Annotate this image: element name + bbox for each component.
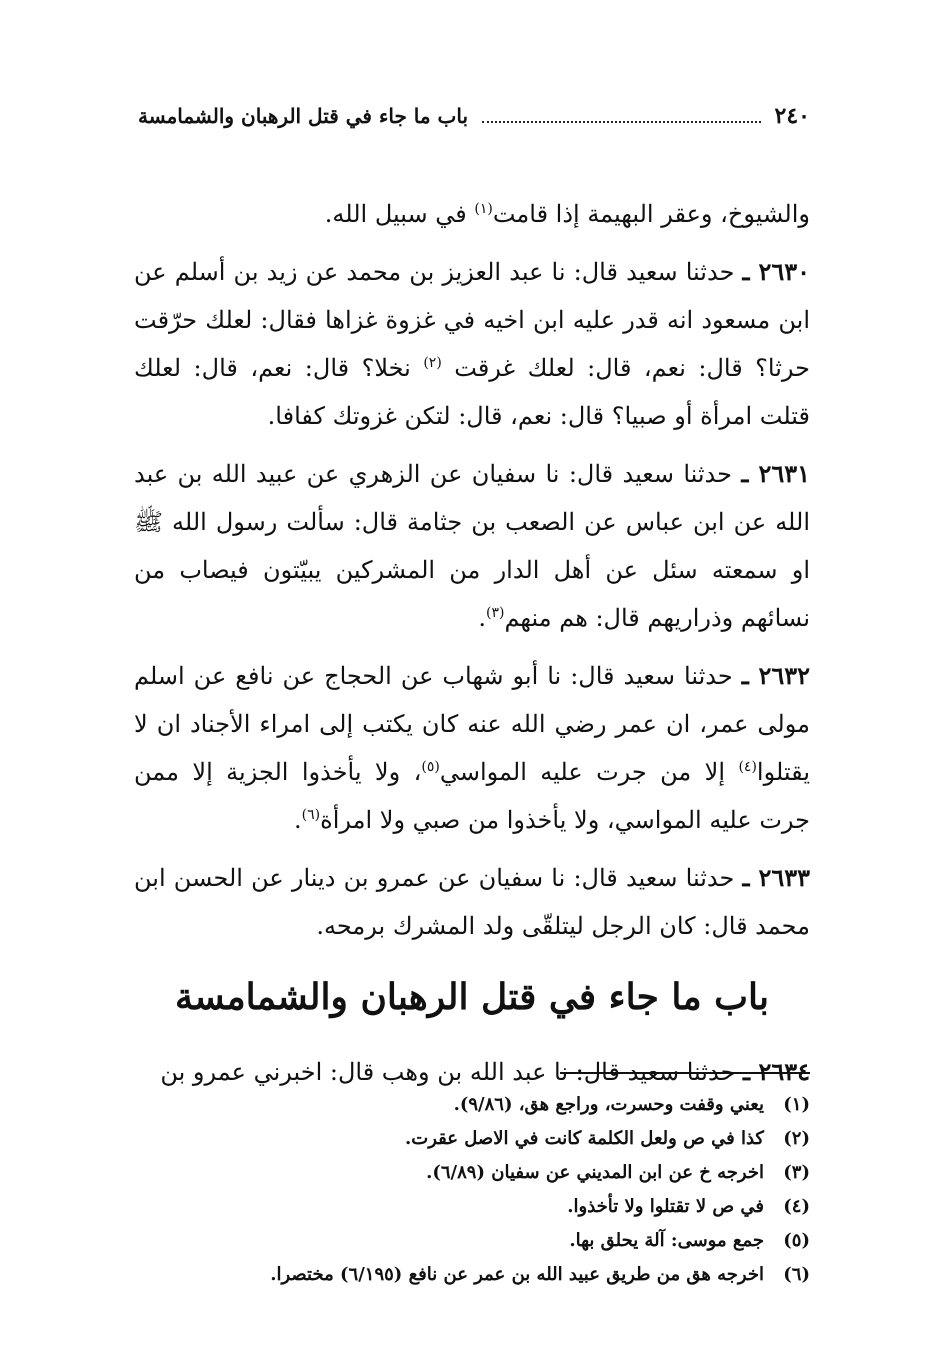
footnote-ref: (١) <box>474 201 493 217</box>
hadith-number: ٢٦٣٤ ـ <box>743 1057 810 1086</box>
footnote-ref: (٥) <box>421 759 440 775</box>
footnote <box>180 1190 810 1224</box>
hadith-number: ٢٦٣٢ ـ <box>741 661 810 690</box>
running-header-title: باب ما جاء في قتل الرهبان والشمامسة <box>138 104 469 128</box>
footnote <box>180 1156 810 1190</box>
footnote-number: (٦) <box>783 1264 810 1285</box>
paragraph-text: حدثنا سعيد قال: نا سفيان عن الزهري عن عبيد الله بن عبد الله عن ابن عباس عن الصعب بن جثامة قال: سألت رسول الله ﷺ او سمعته سئل عن أهل الدار من المشركين يبيّتون فيصاب من نسائهم وذراريهم قال: هم منهم <box>134 460 810 632</box>
running-header <box>138 98 810 134</box>
paragraph-text: إلا من جرت عليه المواسي <box>439 758 739 786</box>
chapter-heading: باب ما جاء في قتل الرهبان والشمامسة <box>174 976 770 1018</box>
paragraph-continuation <box>134 190 810 238</box>
footnote-number: (٥) <box>783 1230 810 1251</box>
footnote-number: (٣) <box>783 1162 810 1183</box>
paragraph-text: نخلا؟ قال: نعم، قال: لعلك قتلت امرأة أو صبيا؟ قال: نعم، قال: لتكن غزوتك كفافا. <box>134 354 810 430</box>
footnote-number: (٢) <box>783 1128 810 1149</box>
footnote-text: اخرجه خ عن ابن المديني عن سفيان (٦/٨٩). <box>426 1162 764 1183</box>
hadith-number: ٢٦٣٣ ـ <box>742 863 810 892</box>
main-text <box>134 190 810 1096</box>
footnote-text: كذا في ص ولعل الكلمة كانت في الاصل عقرت. <box>405 1128 764 1149</box>
paragraph-text: . <box>478 604 486 632</box>
paragraph-text: والشيوخ، وعقر البهيمة إذا قامت <box>492 200 810 228</box>
footnotes <box>180 1088 810 1292</box>
hadith-number: ٢٦٣٠ ـ <box>742 257 810 286</box>
footnote-ref: (٣) <box>485 605 505 621</box>
footnote <box>180 1088 810 1122</box>
hadith-2631 <box>134 450 810 642</box>
footnote <box>180 1122 810 1156</box>
hadith-2630 <box>134 248 810 440</box>
paragraph-text: ، ولا يأخذوا الجزية إلا ممن جرت عليه المواسي، ولا يأخذوا من صبي ولا امرأة <box>134 758 810 834</box>
paragraph-text: حدثنا سعيد قال: نا سفيان عن عمرو بن دينار عن الحسن ابن محمد قال: كان الرجل ليتلقّى ولد المشرك برمحه. <box>134 864 810 940</box>
header-dotted-leader <box>482 121 761 123</box>
paragraph-text: حدثنا سعيد قال: نا أبو شهاب عن الحجاج عن نافع عن اسلم مولى عمر، ان عمر رضي الله عنه كان يكتب إلى امراء الأجناد ان لا يقتلوا <box>134 662 810 786</box>
footnote-ref: (٦) <box>301 807 321 823</box>
hadith-2632 <box>134 652 810 844</box>
page-number: ٢٤٠ <box>774 103 810 129</box>
footnote-ref: (٤) <box>738 759 757 775</box>
footnote <box>180 1224 810 1258</box>
footnote-ref: (٢) <box>423 355 442 371</box>
paragraph-text: حدثنا سعيد قال: نا عبد الله بن وهب قال: اخبرني عمرو بن <box>160 1058 744 1086</box>
hadith-2633 <box>134 854 810 950</box>
hadith-number: ٢٦٣١ ـ <box>741 459 810 488</box>
paragraph-text: . <box>294 806 302 834</box>
footnote <box>180 1258 810 1292</box>
footnote-separator <box>560 1072 810 1074</box>
paragraph-text: في سبيل الله. <box>324 200 475 228</box>
paragraph-text: حدثنا سعيد قال: نا عبد العزيز بن محمد عن زيد بن أسلم عن ابن مسعود انه قدر عليه ابن اخيه في غزوة غزاها فقال: لعلك حرّقت حرثا؟ قال: نعم، قال: لعلك غرقت <box>134 258 810 382</box>
footnote-text: في ص لا تقتلوا ولا تأخذوا. <box>567 1196 764 1217</box>
footnote-text: يعني وقفت وحسرت، وراجع هق، (٩/٨٦). <box>453 1094 764 1115</box>
footnote-number: (٤) <box>783 1196 810 1217</box>
footnote-text: اخرجه هق من طريق عبيد الله بن عمر عن نافع (٦/١٩٥) مختصرا. <box>270 1264 764 1285</box>
footnote-text: جمع موسى: آلة يحلق بها. <box>569 1230 764 1251</box>
footnote-number: (١) <box>783 1094 810 1115</box>
